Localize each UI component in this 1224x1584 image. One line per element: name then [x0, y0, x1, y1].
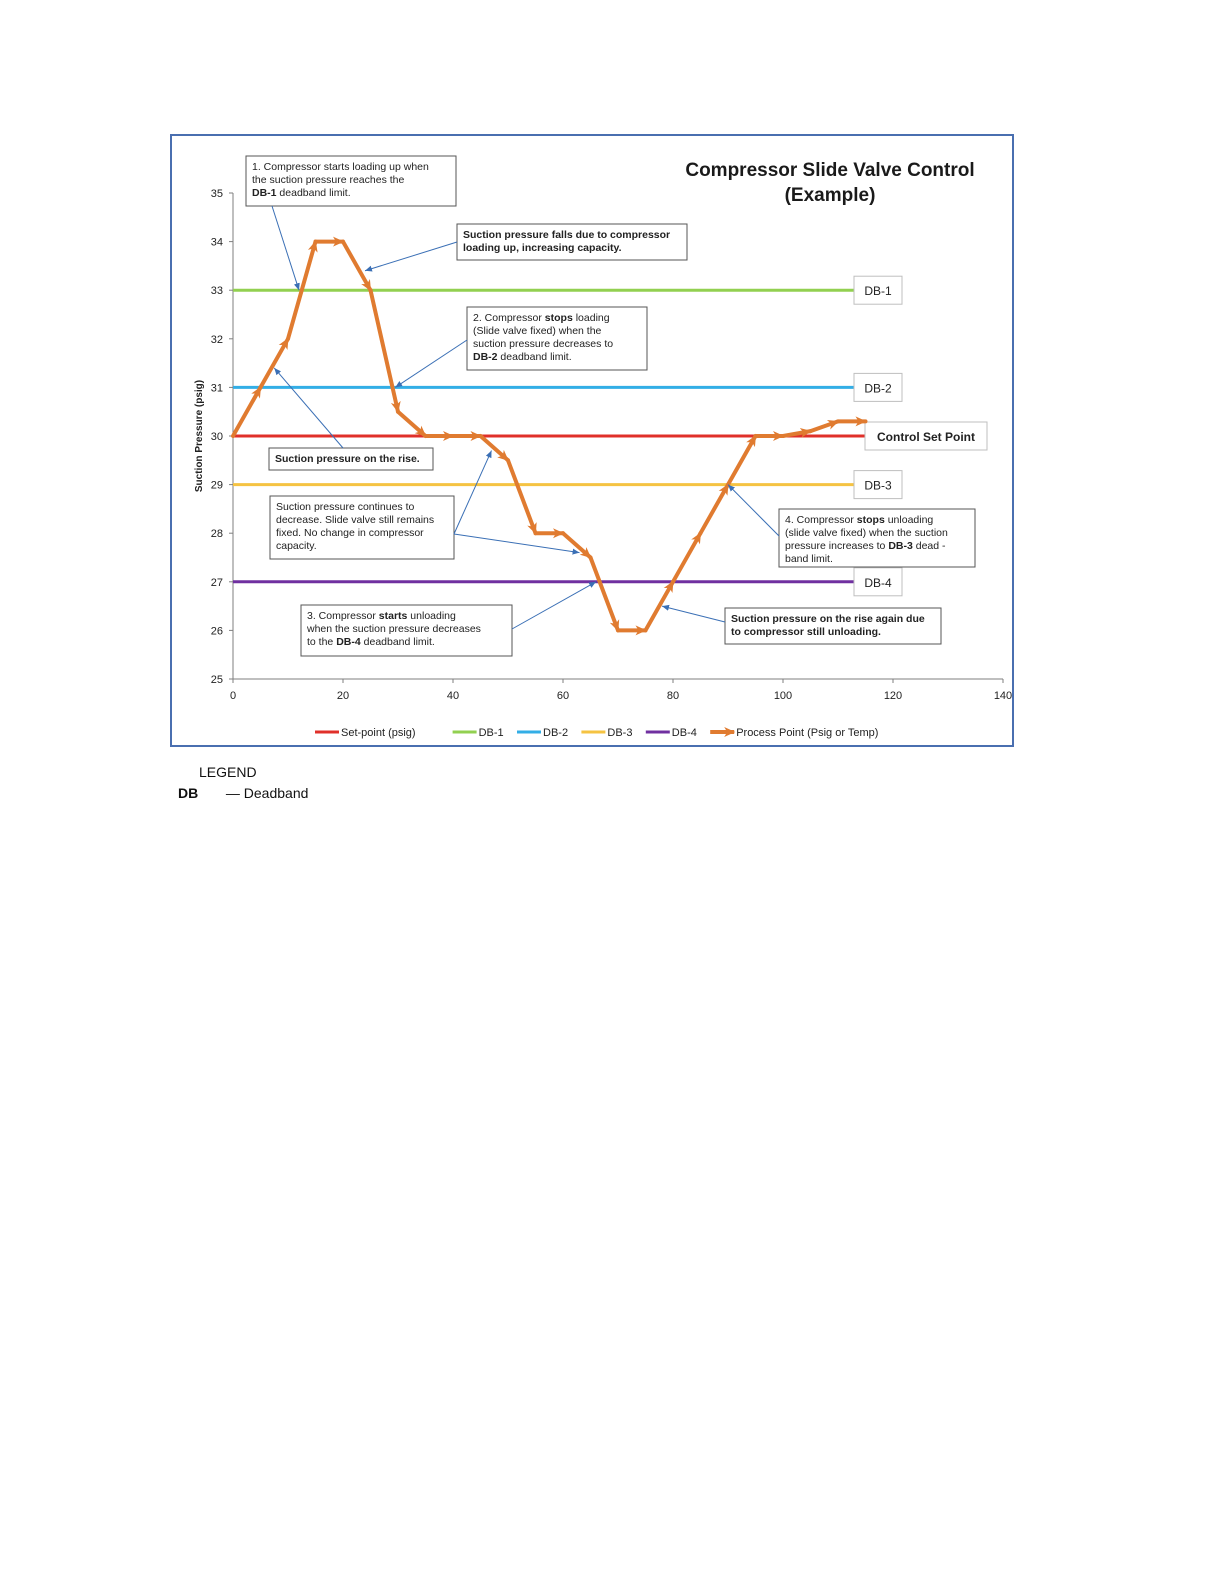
- reference-tag: [854, 276, 902, 304]
- x-tick-label: 0: [229, 690, 237, 702]
- annotation-text-run: when the suction pressure decreases: [307, 623, 481, 635]
- reference-tag-label: DB-2: [864, 381, 892, 396]
- process-segment: [563, 533, 591, 557]
- y-tick-label: 29: [210, 479, 223, 492]
- annotation-text-run: DB-4: [336, 636, 361, 648]
- annotation-text-run: pressure increases to: [785, 540, 889, 552]
- x-tick-label: 20: [336, 690, 350, 702]
- x-tick-label: 60: [556, 690, 570, 702]
- x-tick-label: 100: [773, 690, 793, 702]
- annotation-text-run: Suction pressure on the rise.: [275, 453, 420, 465]
- annotation-line: [252, 187, 351, 199]
- legend-heading: LEGEND: [199, 764, 257, 780]
- annotation-text-run: deadband limit.: [497, 351, 572, 363]
- annotation-line: [785, 527, 948, 539]
- annotation-line: [473, 338, 613, 350]
- annotation-line: [785, 540, 946, 552]
- annotation-text-run: deadband limit.: [360, 636, 435, 648]
- y-tick-label: 25: [210, 674, 223, 686]
- annotation-note-falls: [365, 224, 687, 271]
- annotation-text-run: stops: [544, 312, 573, 324]
- process-segment: [233, 387, 261, 436]
- legend-label: DB-2: [543, 727, 569, 739]
- annotation-line: [252, 174, 404, 186]
- annotation-leader: [662, 606, 725, 622]
- annotation-text-run: to the: [307, 636, 337, 648]
- process-segment: [591, 558, 619, 631]
- x-tick-label: 120: [883, 690, 903, 702]
- annotation-text-run: DB-2: [473, 351, 498, 363]
- y-axis-title: Suction Pressure (psig): [194, 379, 205, 493]
- y-tick-label: 26: [210, 625, 223, 638]
- annotation-line: [731, 613, 925, 625]
- reference-tag-label: Control Set Point: [877, 430, 975, 444]
- annotation-text-run: to compressor still unloading.: [731, 626, 881, 638]
- annotation-text-run: capacity.: [276, 540, 317, 552]
- annotation-line: [473, 351, 572, 363]
- y-tick-label: 35: [210, 188, 223, 200]
- annotation-text-run: fixed. No change in compressor: [276, 527, 424, 539]
- annotation-leader: [365, 242, 457, 271]
- y-tick-label: 33: [210, 285, 223, 298]
- y-tick-label: 28: [210, 528, 223, 541]
- annotation-text-run: deadband limit.: [276, 187, 351, 199]
- annotation-note-rise-again: [662, 606, 941, 644]
- annotation-text-run: DB-3: [888, 540, 913, 552]
- legend-definition: — Deadband: [225, 785, 309, 801]
- annotation-note1: [246, 156, 456, 290]
- process-segment: [811, 421, 839, 431]
- annotation-text-run: Suction pressure falls due to compressor: [463, 229, 671, 241]
- annotation-line: [276, 514, 434, 526]
- annotation-line: [463, 229, 670, 241]
- legend-label: DB-3: [607, 727, 633, 739]
- annotation-text-run: suction pressure decreases to: [473, 338, 614, 350]
- annotation-line: [276, 540, 317, 552]
- process-segment: [728, 436, 756, 485]
- annotation-leader: [395, 340, 467, 387]
- annotation-leader: [454, 451, 492, 534]
- legend-abbreviation: DB: [178, 785, 199, 801]
- chart-frame: [170, 134, 1014, 747]
- annotation-text-run: decrease. Slide valve still remains: [276, 514, 435, 526]
- legend-label: DB-4: [671, 727, 697, 739]
- annotation-leader: [728, 485, 779, 536]
- reference-tag-label: DB-4: [864, 575, 892, 590]
- y-tick-label: 30: [210, 431, 223, 443]
- annotation-text-run: 2. Compressor: [473, 312, 545, 324]
- reference-tag: [865, 422, 987, 450]
- annotation-note4: [728, 485, 975, 567]
- reference-tag: [854, 471, 902, 499]
- legend-entry: [581, 727, 632, 739]
- legend-label: Set-point (psig): [341, 727, 416, 739]
- annotation-text-run: Suction pressure on the rise again due: [731, 613, 925, 625]
- process-segment: [398, 412, 426, 436]
- reference-tag: [854, 373, 902, 401]
- annotation-text-run: the suction pressure reaches the: [252, 174, 405, 186]
- annotation-line: [276, 501, 414, 513]
- legend-entry: [710, 727, 878, 739]
- chart-svg: [172, 136, 1012, 745]
- annotation-text-run: (slide valve fixed) when the suction: [785, 527, 948, 539]
- reference-tag-label: DB-3: [864, 478, 892, 493]
- annotation-text-run: Suction pressure continues to: [276, 501, 415, 513]
- annotation-leader: [454, 534, 580, 553]
- x-tick-label: 80: [666, 690, 680, 702]
- annotation-line: [252, 161, 429, 173]
- annotation-line: [306, 623, 481, 635]
- annotation-note2: [395, 307, 647, 387]
- legend-label: Process Point (Psig or Temp): [736, 727, 879, 739]
- process-segment: [701, 485, 729, 534]
- y-tick-label: 27: [210, 576, 223, 589]
- annotation-line: [275, 453, 420, 465]
- chart-title: Compressor Slide Valve Control: [685, 160, 975, 181]
- x-tick-label: 140: [993, 690, 1012, 702]
- annotation-text-run: unloading: [407, 610, 456, 622]
- annotation-text-run: unloading: [884, 514, 934, 526]
- legend-entry: [315, 727, 416, 739]
- process-segment: [673, 533, 701, 582]
- legend-label: DB-1: [478, 727, 504, 739]
- annotation-leader: [272, 206, 299, 290]
- y-tick-label: 31: [210, 382, 223, 395]
- annotation-text-run: dead -: [912, 540, 946, 552]
- annotation-text-run: 4. Compressor: [785, 514, 857, 526]
- annotation-line: [307, 610, 456, 622]
- annotation-line: [785, 553, 833, 565]
- legend-entry: [453, 727, 504, 739]
- process-segment: [343, 242, 371, 291]
- annotation-text-run: loading up, increasing capacity.: [463, 242, 622, 254]
- annotation-line: [307, 636, 435, 648]
- process-segment: [646, 582, 674, 631]
- annotation-text-run: stops: [856, 514, 885, 526]
- reference-tag: [854, 568, 902, 596]
- annotation-line: [473, 312, 610, 324]
- annotation-text-run: starts: [378, 610, 408, 622]
- annotation-line: [463, 242, 622, 254]
- annotation-text-run: 1. Compressor starts loading up when: [252, 161, 429, 173]
- process-segment: [371, 290, 399, 412]
- annotation-note3: [301, 582, 596, 656]
- annotation-line: [785, 514, 933, 526]
- chart-legend: [315, 727, 878, 739]
- annotation-text-run: loading: [572, 312, 610, 324]
- y-tick-label: 34: [210, 236, 223, 249]
- annotation-leader: [512, 582, 596, 629]
- process-segment: [508, 460, 536, 533]
- annotation-text-run: DB-1: [252, 187, 277, 199]
- annotation-line: [276, 527, 424, 539]
- annotation-line: [473, 325, 602, 337]
- annotation-text-run: band limit.: [785, 553, 833, 565]
- legend-row: [178, 785, 308, 801]
- process-segment: [481, 436, 509, 460]
- annotation-line: [731, 626, 881, 638]
- annotation-text-run: 3. Compressor: [307, 610, 379, 622]
- legend-entry: [646, 727, 697, 739]
- x-tick-label: 40: [446, 690, 460, 702]
- legend-entry: [517, 727, 568, 739]
- chart-subtitle: (Example): [784, 185, 876, 206]
- y-tick-label: 32: [210, 333, 223, 346]
- reference-tag-label: DB-1: [864, 284, 892, 299]
- annotation-text-run: (Slide valve fixed) when the: [473, 325, 602, 337]
- process-segment: [261, 339, 289, 388]
